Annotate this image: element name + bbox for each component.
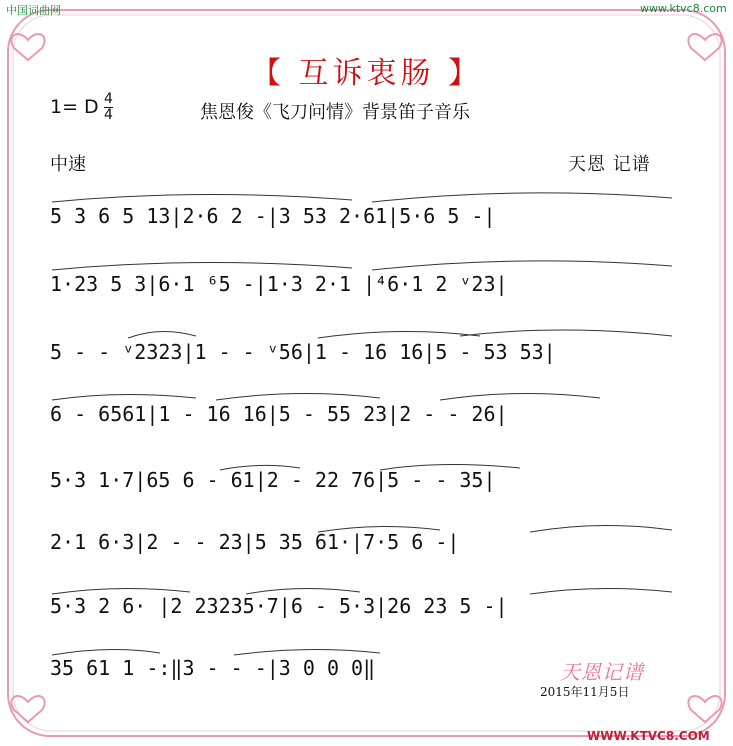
watermark-bottom-right: WWW.KTVC8.COM [587,729,710,743]
score-line: 35 61 1 -:‖3 - - -|3 0 0 0‖ [50,656,376,680]
subtitle: 焦恩俊《飞刀问情》背景笛子音乐 [200,102,470,123]
score-line: 5·3 2 6· |2 23235·7|6 - 5·3|26 23 5 -| [50,594,508,618]
transcription-date: 2015年11月5日 [540,685,630,699]
score-line: 5·3 1·7|65 6 - 61|2 - 22 76|5 - - 35| [50,468,496,492]
score-line: 2·1 6·3|2 - - 23|5 35 61·|7·5 6 -| [50,530,460,554]
transcriber-stamp: 天恩记谱 [560,660,644,684]
time-signature-bottom: 4 [104,107,113,123]
score-line: 1·23 5 3|6·1 ⁶5 -|1·3 2·1 |⁴6·1 2 ᵛ23| [50,272,508,296]
score-line: 5 3 6 5 13|2·6 2 -|3 53 2·61|5·6 5 -| [50,204,496,228]
time-signature-top: 4 [104,91,113,107]
time-signature [104,92,113,123]
score-line: 5 - - ᵛ2323|1 - - ᵛ56|1 - 16 16|5 - 53 53| [50,340,556,364]
page-title: 【 互诉衷肠 】 [250,56,483,91]
tempo-marking: 中速 [50,154,86,175]
watermark-top-right: www.ktvc8.com [640,2,727,15]
transcriber-credit: 天恩 记谱 [568,154,651,175]
watermark-top-left: 中国词曲网 [6,4,61,17]
score-line: 6 - 6561|1 - 16 16|5 - 55 23|2 - - 26| [50,402,508,426]
key-signature: 1= D [50,96,99,118]
